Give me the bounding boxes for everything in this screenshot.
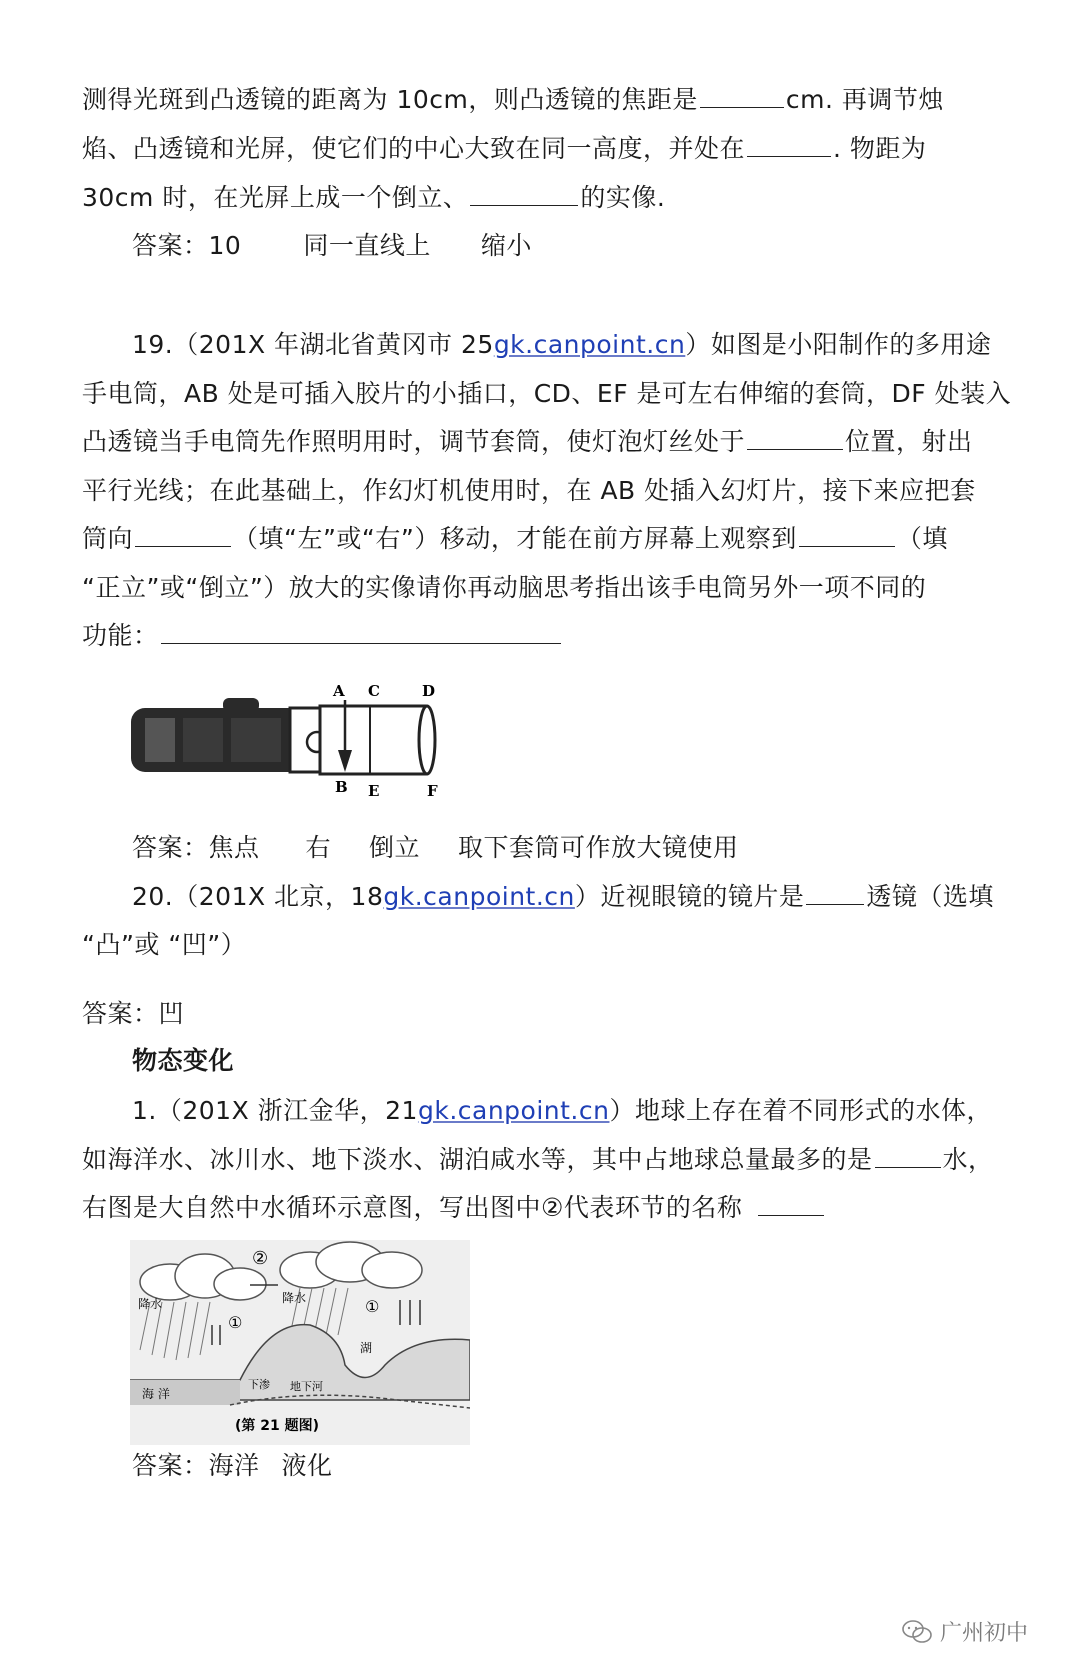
q18-text: 30cm 时，在光屏上成一个倒立、 — [82, 183, 469, 212]
answer-blank — [799, 524, 895, 547]
answer-blank — [758, 1205, 824, 1216]
source-link[interactable]: gk.canpoint.cn — [493, 330, 686, 359]
q20-answer — [82, 996, 184, 1032]
q1-line-2 — [82, 1142, 994, 1178]
label-d: D — [422, 682, 436, 700]
q19-line-5 — [82, 521, 948, 557]
flashlight-figure — [125, 680, 455, 800]
answer-value: 右 — [305, 833, 332, 862]
label-ocean: 海 洋 — [142, 1387, 170, 1401]
battery-cell — [231, 718, 281, 762]
label-c: C — [368, 682, 380, 700]
answer-label: 答案：海洋 — [132, 1451, 260, 1480]
q20-text: “凸”或 “凹”） — [82, 930, 247, 959]
watermark — [902, 1616, 1028, 1647]
answer-label: 答案：10 — [132, 231, 242, 260]
q19-answer — [132, 830, 739, 866]
figure-caption: (第 21 题图) — [235, 1418, 320, 1434]
switch — [223, 698, 259, 712]
answer-blank — [875, 1145, 941, 1168]
label-f: F — [427, 782, 438, 800]
water-cycle-figure — [130, 1240, 470, 1445]
q19-text: 位置，射出 — [845, 427, 973, 456]
q20-line-2 — [82, 927, 246, 963]
q18-text: 测得光斑到凸透镜的距离为 10cm，则凸透镜的焦距是 — [82, 85, 698, 114]
answer-blank — [806, 882, 864, 905]
q18-text: 焰、凸透镜和光屏，使它们的中心大致在同一高度，并处在 — [82, 134, 746, 163]
q18-answer — [132, 228, 532, 264]
label-rain: 降水 — [282, 1291, 307, 1305]
q19-text: “正立”或“倒立”）放大的实像请你再动脑思考指出该手电筒另外一项不同的 — [82, 573, 927, 602]
q20-text: ）近视眼镜的镜片是 — [574, 882, 805, 911]
label-lake: 湖 — [360, 1341, 373, 1355]
q19-text: 平行光线；在此基础上，作幻灯机使用时，在 AB 处插入幻灯片，接下来应把套 — [82, 476, 976, 505]
answer-value: 取下套筒可作放大镜使用 — [458, 833, 739, 862]
q18-line-1 — [82, 82, 944, 118]
q19-line-3 — [82, 424, 973, 460]
q18-text: . 物距为 — [833, 134, 927, 163]
q1-line-1 — [132, 1093, 992, 1129]
q1-line-3 — [82, 1190, 826, 1226]
source-link[interactable]: gk.canpoint.cn — [417, 1096, 610, 1125]
watermark-text: 广州初中 — [939, 1621, 1028, 1646]
q20-text: 20.（201X 北京，18 — [132, 882, 384, 911]
q19-line-4 — [82, 473, 976, 509]
answer-blank — [747, 427, 843, 450]
q1-text: 右图是大自然中水循环示意图，写出图中②代表环节的名称 — [82, 1193, 743, 1222]
label-circle-2: ② — [252, 1248, 269, 1269]
answer-label: 答案：焦点 — [132, 833, 260, 862]
q18-line-3 — [82, 180, 665, 216]
answer-value: 倒立 — [369, 833, 421, 862]
q18-text: cm. 再调节烛 — [785, 85, 944, 114]
q1-text: ）地球上存在着不同形式的水体， — [609, 1096, 992, 1125]
q20-text: 透镜（选填 — [866, 882, 994, 911]
section-title: 物态变化 — [132, 1046, 235, 1075]
q19-text: （填 — [896, 524, 948, 553]
q19-line-6 — [82, 570, 926, 606]
label-seep: 下渗 — [248, 1378, 270, 1391]
q19-text: （填“左”或“右”）移动，才能在前方屏幕上观察到 — [233, 524, 797, 553]
q19-line-1 — [132, 327, 991, 363]
label-e: E — [368, 782, 380, 800]
sleeve-tube — [320, 706, 425, 774]
q19-line-2 — [82, 376, 1011, 412]
q1-text: 水， — [942, 1145, 994, 1174]
label-rain: 降水 — [138, 1297, 163, 1311]
q1-text: 如海洋水、冰川水、地下淡水、湖泊咸水等，其中占地球总量最多的是 — [82, 1145, 873, 1174]
answer-blank — [135, 524, 231, 547]
battery-cell — [183, 718, 223, 762]
answer-blank — [161, 621, 561, 644]
label-underground: 地下河 — [290, 1380, 323, 1393]
battery-cell — [145, 718, 175, 762]
label-b: B — [335, 778, 348, 796]
q19-text: 筒向 — [82, 524, 134, 553]
q19-text: 手电筒，AB 处是可插入胶片的小插口，CD、EF 是可左右伸缩的套筒，DF 处装入 — [82, 379, 1012, 408]
label-a: A — [333, 682, 345, 700]
q19-text: 凸透镜当手电筒先作照明用时，调节套筒，使灯泡灯丝处于 — [82, 427, 746, 456]
q18-line-2 — [82, 131, 926, 167]
q1-text: 1.（201X 浙江金华，21 — [132, 1096, 418, 1125]
answer-value: 液化 — [281, 1451, 333, 1480]
answer-value: 同一直线上 — [303, 231, 431, 260]
q20-line-1 — [132, 879, 994, 915]
q1-answer — [132, 1448, 333, 1484]
convex-lens — [419, 706, 435, 774]
q18-text: 的实像. — [580, 183, 666, 212]
q19-line-7 — [82, 618, 563, 654]
answer-blank — [470, 183, 578, 206]
q19-text: 功能： — [82, 621, 159, 650]
q19-text: 19.（201X 年湖北省黄冈市 25 — [132, 330, 494, 359]
label-circle-1: ① — [365, 1297, 380, 1316]
answer-blank — [747, 134, 831, 157]
wechat-icon — [902, 1619, 932, 1645]
q19-text: ）如图是小阳制作的多用途 — [685, 330, 992, 359]
answer-value: 缩小 — [480, 231, 532, 260]
answer-label: 答案：凹 — [82, 999, 185, 1028]
label-circle-1: ① — [228, 1313, 243, 1332]
answer-blank — [700, 85, 784, 108]
source-link[interactable]: gk.canpoint.cn — [383, 882, 575, 911]
